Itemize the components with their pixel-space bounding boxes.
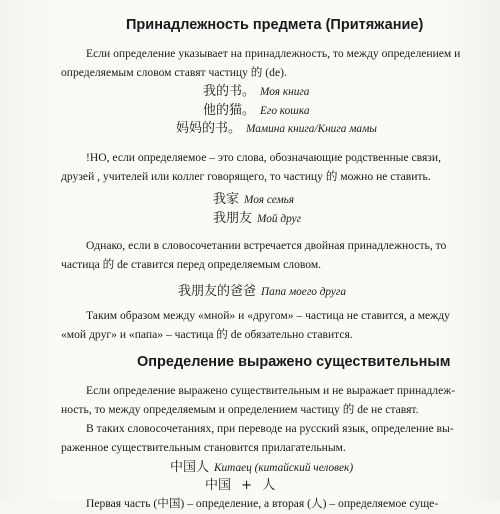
section1-para2-line2: друзей , учителей или коллег говорящего, то частицу 的 можно не ставить. <box>61 170 431 183</box>
example-row <box>213 207 301 227</box>
example-chinese: 他的猫。 <box>203 103 256 118</box>
example-translation: Мамина книга/Книга мамы <box>246 123 377 135</box>
example-row <box>176 117 377 137</box>
example-translation: Моя книга <box>260 86 310 98</box>
section1-para3-line1: Однако, если в словосочетании встречается двойная принадлежность, то <box>86 239 447 252</box>
example-row <box>170 456 353 476</box>
example-chinese: 我的书。 <box>203 84 256 99</box>
formula-part-b: 人 <box>262 478 276 493</box>
section1-para4-line2: «мой друг» и «папа» – частица 的 de обязательно ставится. <box>61 328 353 341</box>
example-translation: Папа моего друга <box>261 286 346 298</box>
example-translation: Мой друг <box>257 213 302 225</box>
example-row <box>178 280 346 300</box>
formula-plus: + <box>241 478 253 493</box>
example-row <box>203 80 309 100</box>
word-formula <box>205 474 275 493</box>
section1-para3-line2: частица 的 de ставится перед определяемым словом. <box>61 258 322 271</box>
example-chinese: 我朋友 <box>213 211 253 226</box>
example-translation: Его кошка <box>260 105 310 117</box>
section1-para1-line1: Если определение указывает на принадлежность, то между определением и <box>86 47 461 60</box>
example-translation: Моя семья <box>244 194 295 206</box>
example-chinese: 中国人 <box>170 460 210 475</box>
section2-para1-line3: В таких словосочетаниях, при переводе на русский язык, определение вы- <box>86 422 454 435</box>
example-chinese: 我家 <box>213 192 240 207</box>
example-translation: Китаец (китайский человек) <box>214 462 354 474</box>
section2-heading: Определение выражено существительным <box>137 354 451 370</box>
section2-para1-line4: раженное существительным становится прилагательным. <box>61 441 346 454</box>
section1-para2-line1: !НО, если определяемое – это слова, обозначающие родственные связи, <box>86 151 441 164</box>
section2-para1-line2: ность, то между определяемым и определением частицу 的 de не ставят. <box>61 403 419 416</box>
section1-para1-line2: определяемым словом ставят частицу 的 (de). <box>61 66 287 79</box>
section2-para1-line1: Если определение выражено существительным и не выражает принадлеж- <box>86 384 456 397</box>
example-chinese: 妈妈的书。 <box>176 121 242 136</box>
example-row <box>213 188 294 208</box>
section1-para4-line1: Таким образом между «мной» и «другом» – частица не ставится, а между <box>86 309 450 322</box>
example-chinese: 我朋友的爸爸 <box>178 284 257 299</box>
formula-part-a: 中国 <box>205 478 232 493</box>
section1-heading: Принадлежность предмета (Притяжание) <box>126 17 424 33</box>
example-row <box>203 99 309 119</box>
section2-para2-line1: Первая часть (中国) – определение, а вторая (人) – определяемое суще- <box>86 497 439 510</box>
